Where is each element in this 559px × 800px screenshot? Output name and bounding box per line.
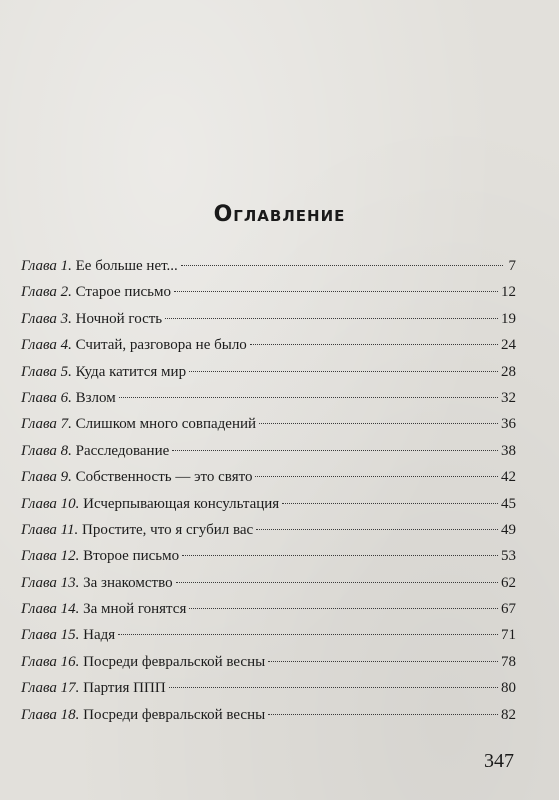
chapter-page-number: 62 — [501, 574, 516, 591]
dot-leader — [268, 714, 498, 715]
chapter-title: Взлом — [75, 389, 116, 406]
toc-entry — [21, 279, 516, 305]
toc-entry — [21, 464, 516, 490]
toc-entry — [21, 543, 516, 569]
chapter-title: Простите, что я сгубил вас — [82, 521, 254, 538]
chapter-title: Считай, разговора не было — [75, 337, 247, 354]
dot-leader — [165, 318, 498, 319]
page-title: Оглавление — [213, 202, 346, 227]
chapter-page-number: 28 — [501, 363, 516, 380]
chapter-title: Посреди февральской весны — [83, 706, 266, 723]
chapter-number: Глава 14. — [21, 601, 80, 618]
chapter-page-number: 38 — [501, 442, 516, 459]
dot-leader — [118, 634, 498, 635]
dot-leader — [282, 503, 498, 504]
toc-entry — [21, 438, 516, 464]
chapter-number: Глава 6. — [21, 389, 72, 406]
chapter-number: Глава 5. — [21, 363, 72, 380]
chapter-title: Ночной гость — [75, 310, 163, 327]
dot-leader — [259, 423, 498, 424]
toc-entry — [21, 253, 516, 279]
chapter-title: Ее больше нет... — [75, 258, 178, 274]
chapter-title: Расследование — [75, 442, 170, 459]
chapter-number: Глава 17. — [21, 680, 80, 697]
chapter-number: Глава 15. — [21, 627, 80, 644]
chapter-page-number: 80 — [501, 680, 516, 697]
toc-entry — [21, 385, 516, 411]
chapter-page-number: 49 — [501, 521, 516, 538]
chapter-number: Глава 16. — [21, 653, 80, 670]
chapter-page-number: 53 — [501, 548, 516, 565]
dot-leader — [268, 661, 498, 662]
chapter-title: Партия ППП — [83, 680, 166, 697]
toc-entry — [21, 491, 516, 517]
dot-leader — [119, 397, 498, 398]
chapter-page-number: 42 — [501, 469, 516, 486]
chapter-title: Исчерпывающая консультация — [83, 495, 280, 512]
toc-entry — [21, 675, 516, 701]
toc-entry — [21, 649, 516, 675]
chapter-title: За мной гонятся — [83, 601, 187, 618]
toc-entry — [21, 359, 516, 385]
dot-leader — [182, 555, 498, 556]
chapter-title: Куда катится мир — [75, 363, 187, 380]
page-number: 347 — [484, 750, 514, 772]
toc-entry — [21, 332, 516, 358]
chapter-page-number: 82 — [501, 706, 516, 723]
chapter-page-number: 32 — [501, 389, 516, 406]
chapter-page-number: 67 — [501, 601, 516, 618]
chapter-number: Глава 10. — [21, 495, 80, 512]
chapter-title: За знакомство — [83, 574, 173, 591]
chapter-page-number: 71 — [501, 627, 516, 644]
chapter-title: Собственность — это свято — [75, 469, 253, 486]
chapter-page-number: 19 — [501, 310, 516, 327]
chapter-number: Глава 9. — [21, 469, 72, 486]
chapter-title: Второе письмо — [83, 548, 180, 565]
dot-leader — [169, 687, 498, 688]
dot-leader — [176, 582, 498, 583]
chapter-title: Старое письмо — [75, 284, 171, 301]
dot-leader — [172, 450, 498, 451]
dot-leader — [189, 608, 498, 609]
toc-entry — [21, 570, 516, 596]
chapter-number: Глава 11. — [21, 521, 79, 538]
chapter-page-number: 45 — [501, 495, 516, 512]
chapter-page-number: 24 — [501, 337, 516, 354]
chapter-number: Глава 13. — [21, 574, 80, 591]
chapter-page-number: 12 — [501, 284, 516, 301]
chapter-number: Глава 1. — [21, 258, 72, 274]
chapter-number: Глава 18. — [21, 706, 80, 723]
dot-leader — [250, 344, 498, 345]
toc-entry — [21, 622, 516, 648]
chapter-number: Глава 7. — [21, 416, 72, 433]
chapter-page-number: 36 — [501, 416, 516, 433]
toc-entry — [21, 702, 516, 728]
chapter-number: Глава 8. — [21, 442, 72, 459]
dot-leader — [189, 371, 498, 372]
toc-entry — [21, 306, 516, 332]
chapter-title: Посреди февральской весны — [83, 653, 266, 670]
chapter-number: Глава 4. — [21, 337, 72, 354]
dot-leader — [256, 529, 498, 530]
dot-leader — [181, 265, 503, 266]
toc-entry — [21, 517, 516, 543]
chapter-number: Глава 12. — [21, 548, 80, 565]
chapter-page-number: 7 — [508, 258, 516, 274]
table-of-contents — [21, 253, 516, 728]
chapter-title: Надя — [83, 627, 116, 644]
chapter-title: Слишком много совпадений — [75, 416, 257, 433]
dot-leader — [174, 291, 498, 292]
chapter-number: Глава 3. — [21, 310, 72, 327]
toc-entry — [21, 596, 516, 622]
chapter-number: Глава 2. — [21, 284, 72, 301]
chapter-page-number: 78 — [501, 653, 516, 670]
dot-leader — [255, 476, 498, 477]
toc-entry — [21, 411, 516, 437]
